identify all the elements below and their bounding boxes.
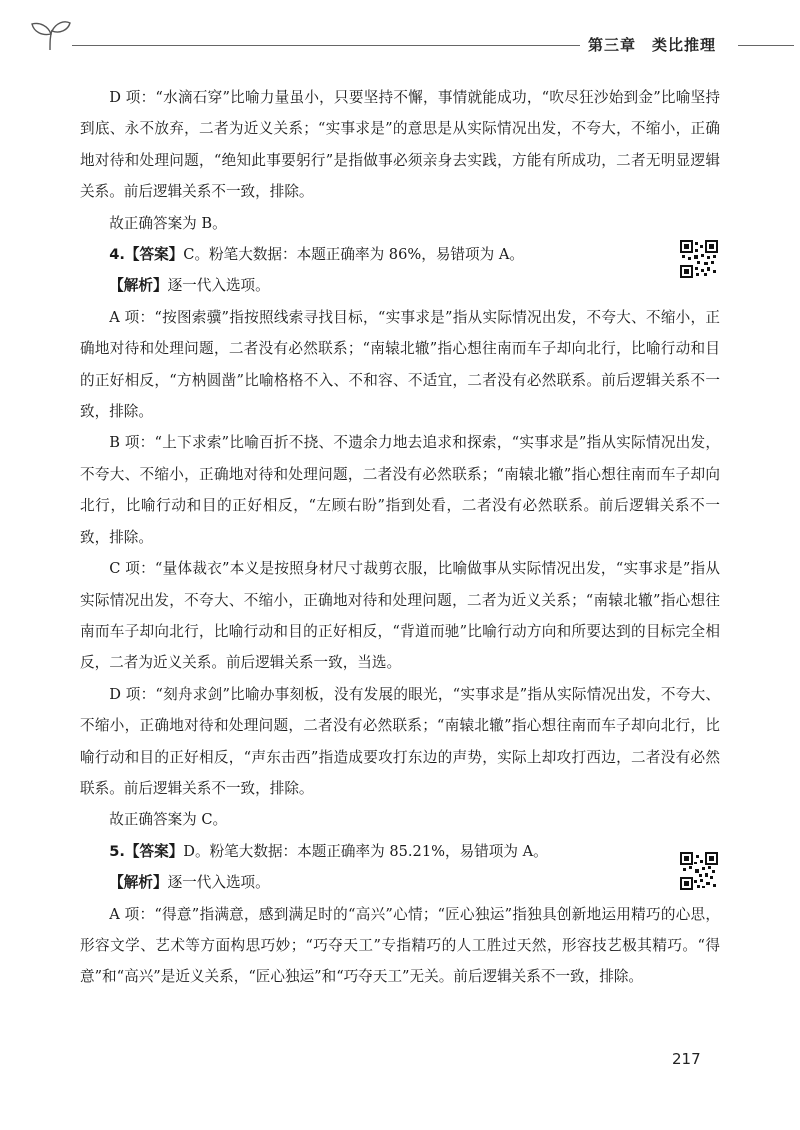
paragraph-q4-option-b: B 项：“上下求索”比喻百折不挠、不遗余力地去追求和探索，“实事求是”指从实际情况出发，不夸大、不缩小，正确地对待和处理问题，二者没有必然联系；“南辕北辙”指心想往南而车子却向北行，比喻行动和目的正好相反，“左顾右盼”指到处看，二者没有必然联系。前后逻辑关系不一致，排除。 [80, 434, 720, 546]
question-number: 5. [109, 842, 125, 860]
paragraph-q4-option-d: D 项：“刻舟求剑”比喻办事刻板，没有发展的眼光，“实事求是”指从实际情况出发，不夸大、不缩小，正确地对待和处理问题，二者没有必然联系；“南辕北辙”指心想往南而车子却向北行，比喻行动和目的正好相反，“声东击西”指造成要攻打东边的声势，实际上却攻打西边，二者没有必然联系。前后逻辑关系不一致，排除。 [80, 685, 720, 797]
chapter-number: 第三章 [588, 36, 637, 54]
analysis-label: 【解析】 [109, 874, 168, 892]
answer-label: 【答案】 [124, 842, 184, 860]
paragraph-q5-option-a: A 项：“得意”指满意，感到满足时的“高兴”心情；“匠心独运”指独具创新地运用精巧的心思，形容文学、艺术等方面构思巧妙；“巧夺天工”专指精巧的人工胜过天然，形容技艺极其精巧。“得意”和“高兴”是近义关系，“匠心独运”和“巧夺天工”无关。前后逻辑关系不一致，排除。 [80, 905, 720, 986]
sprout-icon [28, 18, 74, 52]
paragraph-q4-option-a: A 项：“按图索骥”指按照线索寻找目标，“实事求是”指从实际情况出发，不夸大、不缩小，正确地对待和处理问题，二者没有必然联系；“南辕北辙”指心想往南而车子却向北行，比喻行动和目的正好相反，“方枘圆凿”比喻格格不入、不和容、不适宜，二者没有必然联系。前后逻辑关系不一致，排除。 [80, 308, 720, 421]
page-number: 217 [672, 1050, 701, 1068]
chapter-title [588, 34, 716, 55]
answer-conclusion-4: 故正确答案为 C。 [109, 811, 228, 829]
question-number: 4. [109, 246, 125, 264]
page-header [0, 0, 800, 60]
header-rule-right [738, 45, 794, 46]
page-body [80, 82, 720, 993]
answer-line-4 [80, 239, 720, 270]
paragraph-q3-option-d: D 项：“水滴石穿”比喻力量虽小，只要坚持不懈，事情就能成功，“吹尽狂沙始到金”比喻坚持到底、永不放弃，二者为近义关系；“实事求是”的意思是从实际情况出发，不夸大，不缩小，正确地对待和处理问题，“绝知此事要躬行”是指做事必须亲身去实践，方能有所成功，二者无明显逻辑关系。前后逻辑关系不一致，排除。 [80, 89, 720, 201]
analysis-label: 【解析】 [109, 277, 168, 295]
paragraph-q4-option-c: C 项：“量体裁衣”本义是按照身材尺寸裁剪衣服，比喻做事从实际情况出发，“实事求是”指从实际情况出发，不夸大、不缩小，正确地对待和处理问题，二者为近义关系；“南辕北辙”指心想往南而车子却向北行，比喻行动和目的正好相反，“背道而驰”比喻行动方向和所要达到的目标完全相反，二者为近义关系。前后逻辑关系一致，当选。 [80, 560, 720, 672]
analysis-line-4 [80, 270, 720, 301]
analysis-text: 逐一代入选项。 [167, 277, 270, 295]
section-title: 类比推理 [652, 36, 717, 54]
analysis-text: 逐一代入选项。 [167, 874, 270, 892]
answer-line-5 [80, 836, 720, 867]
analysis-line-5 [80, 867, 720, 898]
header-rule-left [72, 45, 580, 46]
answer-conclusion-3: 故正确答案为 B。 [109, 214, 227, 232]
qr-code-icon [680, 852, 718, 890]
answer-text: D。粉笔大数据：本题正确率为 85.21%，易错项为 A。 [183, 842, 548, 860]
qr-code-icon [680, 240, 718, 278]
answer-text: C。粉笔大数据：本题正确率为 86%，易错项为 A。 [183, 246, 524, 264]
answer-label: 【答案】 [124, 246, 184, 264]
